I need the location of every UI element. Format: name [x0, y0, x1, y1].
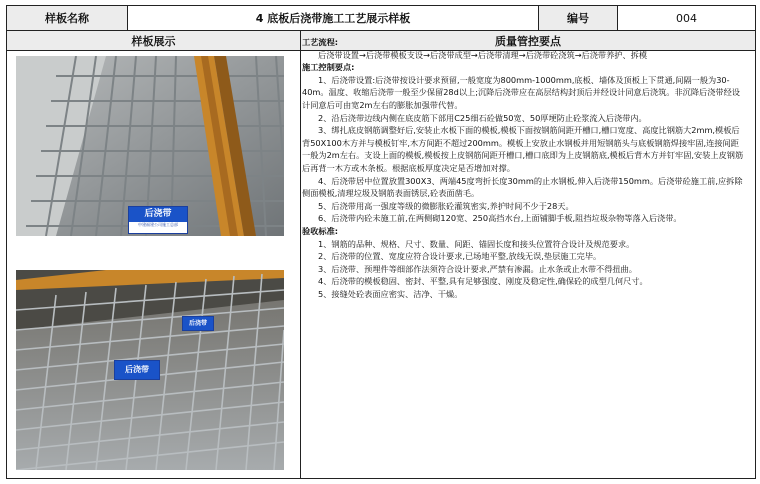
- acceptance-item-4: 4、后浇带的模板稳固、密封、平整,具有足够强度、刚度及稳定性,确保砼的成型几何尺寸。: [318, 276, 648, 287]
- col-divider-main: [300, 30, 301, 479]
- control-item-4: 4、后浇带居中位置放置300X3、两端45度弯折长度30mm的止水钢板,伸入后浇带150mm。后浇带砼施工前,应拆除侧面模板,清理垃圾及钢筋表面锈层,砼表面凿毛。: [302, 175, 743, 199]
- photo-rebar-mesh: [16, 270, 284, 470]
- quality-header: 质量管控要点: [301, 31, 755, 50]
- post-pour-strip-sign-3: [114, 360, 160, 380]
- showcase-header: 样板展示: [7, 31, 300, 50]
- post-pour-strip-sign-2: [182, 316, 214, 331]
- acceptance-item-5: 5、接缝处砼表面应密实、洁净、干燥。: [318, 288, 463, 299]
- control-item-5: 5、后浇带用高一强度等级的微膨胀砼灌筑密实,养护时间不少于28天。: [318, 200, 574, 211]
- post-pour-strip-sign-1: [128, 206, 188, 234]
- sign-2-text: 后浇带: [183, 317, 213, 330]
- sign-1-subtext: 中建福建公司施工总部: [138, 222, 178, 227]
- control-item-1: 1、后浇带设置:后浇带按设计要求预留,一般宽度为800mm-1000mm,底板、墙体及顶板上下贯通,间隔一般为30-40m。温度、收缩后浇带一般至少保留28d以上;沉降后浇带应在高层结构封顶后并经设计同意后浇筑。非沉降后浇带经设计同意后可由宽2m左右的膨胀加强带代替。: [302, 74, 740, 110]
- name-label: 样板名称: [7, 6, 127, 30]
- process-text: 后浇带设置→后浇带模板支设→后浇带成型→后浇带清理→后浇带砼浇筑→后浇带养护、拆模: [318, 49, 648, 60]
- acceptance-item-2: 2、后浇带的位置、宽度应符合设计要求,已场地平整,放线无误,垫层施工完毕。: [318, 251, 602, 262]
- acceptance-item-3: 3、后浇带、预埋件等细部作法须符合设计要求,严禁有渗漏。止水条或止水带不得扭曲。: [318, 263, 637, 274]
- control-item-6: 6、后浇带内砼未施工前,在两侧砌120宽、250高挡水台,上面铺脚手板,阻挡垃圾杂物等落入后浇带。: [318, 213, 682, 224]
- control-item-3: 3、绑扎底皮钢筋调整好后,安装止水板下面的模板,模板下面按钢筋间距开槽口,槽口宽度、高度比钢筋大2mm,模板后背50X100木方并与模板钉牢,木方间距不超过200mm。模板上安放止水钢板并用短钢筋头与底板钢筋焊接牢固,连接间距一般为2m左右。支设上面的模板,模板按上皮钢筋间距开槽口,槽口底即为上皮钢筋底,模板后背木方并钉牢固,安装上皮钢筋后再背一木方或木条板。根据底板厚度决定是否增加对撑。: [302, 125, 744, 173]
- control-item-2: 2、沿后浇带边线内侧在底皮筋下部用C25细石砼做50宽、50厚埂防止砼浆流入后浇带内。: [318, 112, 647, 123]
- sign-1-text: 后浇带: [129, 207, 187, 222]
- template-title: 4 底板后浇带施工工艺展示样板: [255, 12, 411, 25]
- sign-3-text: 后浇带: [115, 361, 159, 379]
- number-value: 004: [676, 11, 697, 25]
- process-title: 工艺流程:: [302, 37, 339, 47]
- quality-control-text: [302, 36, 747, 472]
- acceptance-title: 验收标准:: [302, 225, 339, 236]
- photo-rebar-formwork: [16, 56, 284, 236]
- number-label: 编号: [539, 6, 617, 30]
- control-title: 施工控制要点:: [302, 62, 355, 73]
- acceptance-item-1: 1、钢筋的品种、规格、尺寸、数量、间距、锚固长度和接头位置符合设计及规范要求。: [318, 238, 635, 249]
